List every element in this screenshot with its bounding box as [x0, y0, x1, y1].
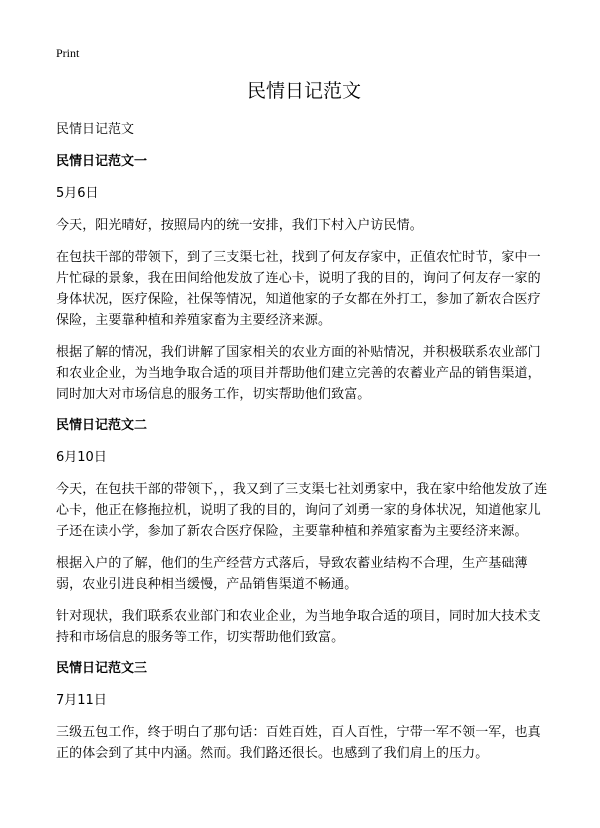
paragraph: 根据入户的了解，他们的生产经营方式落后，导致农蓄业结构不合理，生产基础薄弱，农业引进良种相当缓慢，产品销售渠道不畅通。 — [56, 556, 528, 592]
print-link[interactable]: Print — [56, 46, 80, 60]
document-title: 民情日记范文 — [246, 80, 361, 102]
paragraph: 针对现状，我们联系农业部门和农业企业，为当地争取合适的项目，同时加大技术支持和市场信息的服务等工作，切实帮助他们致富。 — [56, 609, 541, 645]
section-heading: 民情日记范文二 — [56, 418, 148, 433]
document-content — [56, 78, 552, 775]
paragraph: 三级五包工作，终于明白了那句话：百姓百姓，百人百性，宁带一军不领一军，也真正的体会到了其中内涵。然而。我们路还很长。也感到了我们肩上的压力。 — [56, 725, 541, 761]
diary-section-3 — [56, 659, 552, 764]
entry-date: 6月10日 — [56, 450, 107, 465]
diary-section-2 — [56, 416, 552, 648]
entry-date: 7月11日 — [56, 693, 107, 708]
paragraph: 根据了解的情况，我们讲解了国家相关的农业方面的补贴情况，并积极联系农业部门和农业企业，为当地争取合适的项目并帮助他们建立完善的农蓄业产品的销售渠道，同时加大对市场信息的服务工作，切实帮助他们致富。 — [56, 345, 541, 402]
paragraph: 在包扶干部的带领下，到了三支渠七社，找到了何友存家中，正值农忙时节，家中一片忙碌的景象，我在田间给他发放了连心卡，说明了我的目的，询问了何友存一家的身体状况，医疗保险，社保等情况，知道他家的子女都在外打工，参加了新农合医疗保险，主要靠种植和养殖家畜为主要经济来源。 — [56, 250, 541, 328]
entry-date: 5月6日 — [56, 186, 99, 201]
document-subtitle: 民情日记范文 — [56, 122, 135, 137]
section-heading: 民情日记范文三 — [56, 661, 148, 676]
diary-section-1 — [56, 152, 552, 405]
paragraph: 今天，在包扶干部的带领下，，我又到了三支渠七社刘勇家中，我在家中给他发放了连心卡，他正在修拖拉机，说明了我的目的，询问了刘勇一家的身体状况，知道他家儿子还在读小学，参加了新农合医疗保险，主要靠种植和养殖家畜为主要经济来源。 — [56, 482, 548, 539]
section-heading: 民情日记范文一 — [56, 154, 148, 169]
paragraph: 今天，阳光晴好，按照局内的统一安排，我们下村入户访民情。 — [56, 218, 423, 233]
